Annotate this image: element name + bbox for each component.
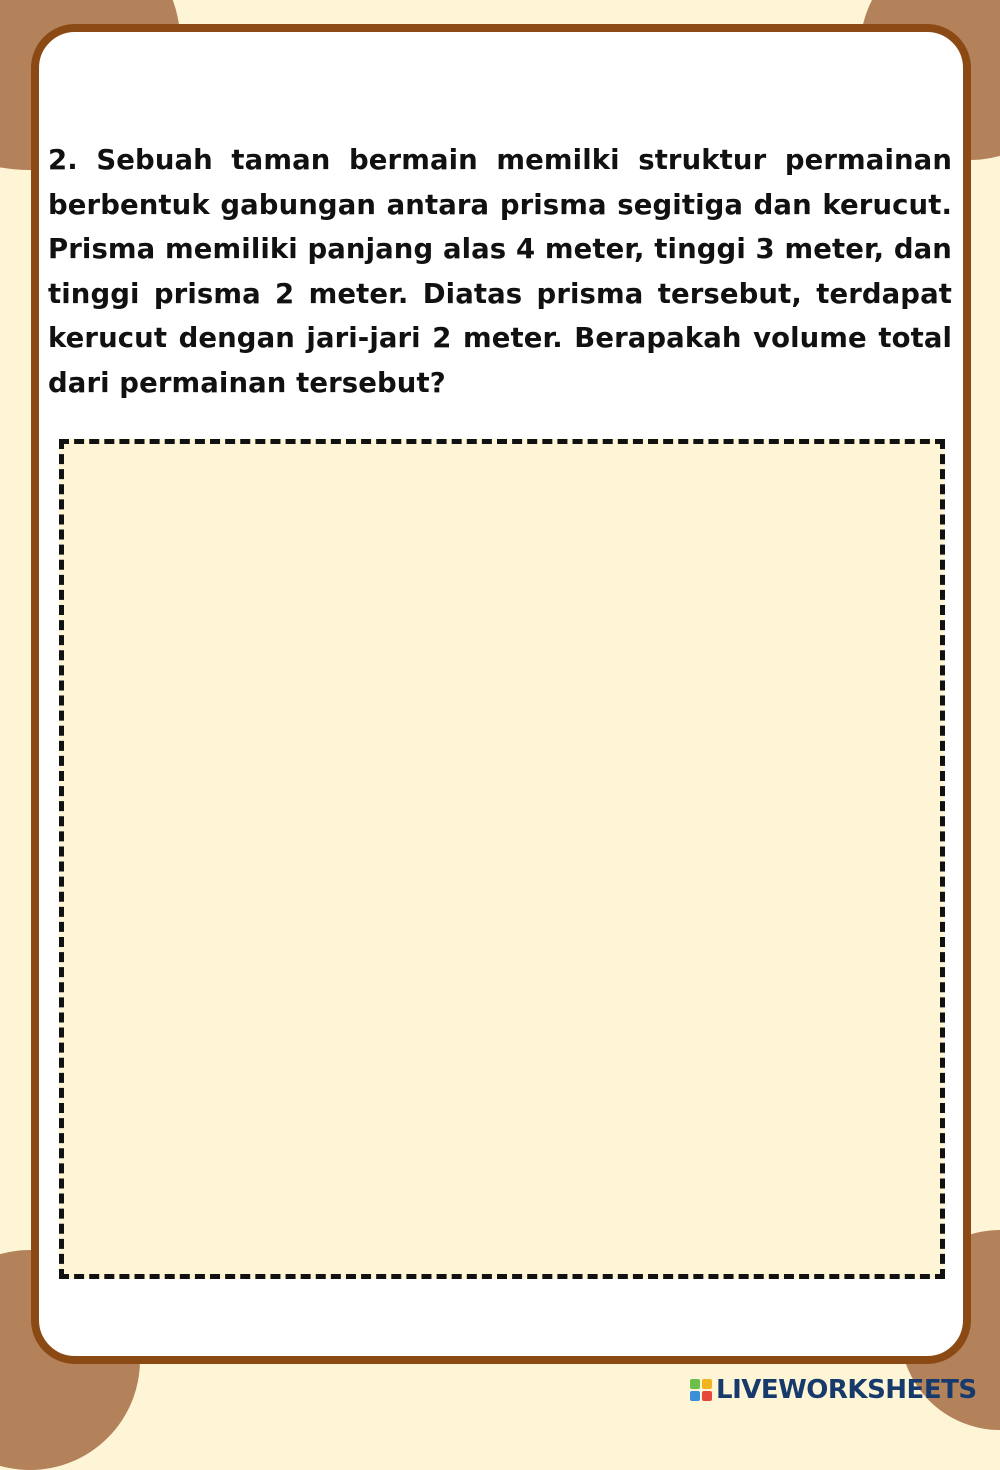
liveworksheets-logo-text: LIVEWORKSHEETS bbox=[716, 1375, 977, 1405]
liveworksheets-logo bbox=[690, 1370, 977, 1410]
question-text: 2. Sebuah taman bermain memilki struktur permainan berbentuk gabungan antara prisma segitiga dan kerucut. Prisma memiliki panjang alas 4 meter, tinggi 3 meter, dan tinggi prisma 2 meter. Diatas prisma tersebut, terdapat kerucut dengan jari-jari 2 meter. Berapakah volume total dari permainan tersebut? bbox=[48, 144, 952, 399]
answer-box[interactable] bbox=[59, 439, 945, 1279]
liveworksheets-logo-icon bbox=[690, 1379, 712, 1401]
